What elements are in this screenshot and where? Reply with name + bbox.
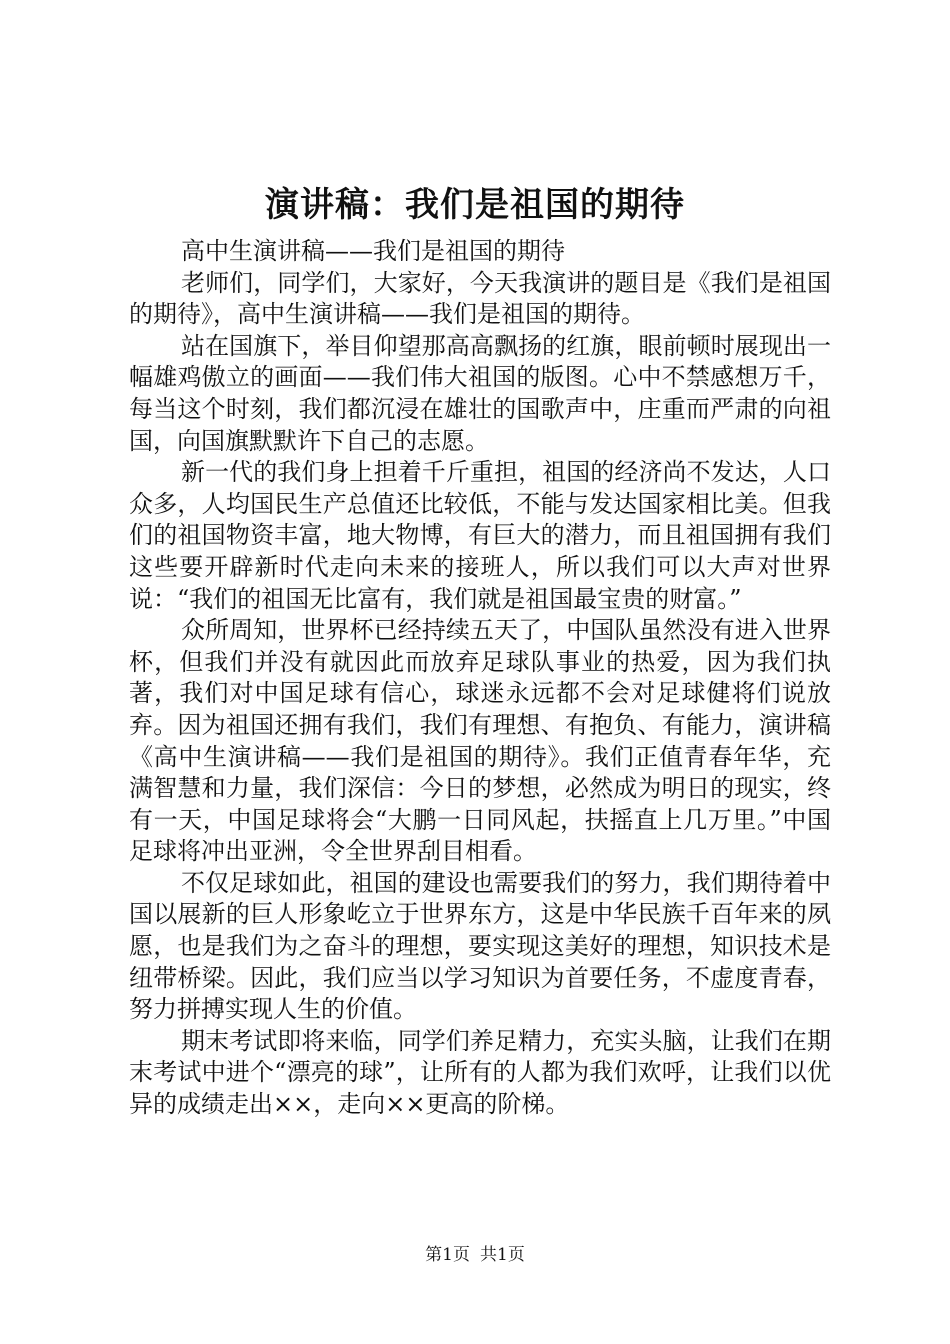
paragraph: 众所周知，世界杯已经持续五天了，中国队虽然没有进入世界杯，但我们并没有就因此而放弃足球队事业的热爱，因为我们执著，我们对中国足球有信心，球迷永远都不会对足球健将们说放弃。因为祖国还拥有我们，我们有理想、有抱负、有能力，演讲稿《高中生演讲稿——我们是祖国的期待》。我们正值青春年华，充满智慧和力量，我们深信：今日的梦想，必然成为明日的现实，终有一天，中国足球将会“大鹏一日同风起，扶摇直上几万里。”中国足球将冲出亚洲，令全世界刮目相看。	[129, 616, 831, 866]
paragraph: 老师们，同学们，大家好，今天我演讲的题目是《我们是祖国的期待》，高中生演讲稿——我们是祖国的期待。	[129, 268, 831, 329]
page-footer	[0, 1244, 950, 1266]
paragraph: 不仅足球如此，祖国的建设也需要我们的努力，我们期待着中国以展新的巨人形象屹立于世界东方，这是中华民族千百年来的夙愿，也是我们为之奋斗的理想，要实现这美好的理想，知识技术是纽带桥梁。因此，我们应当以学习知识为首要任务，不虚度青春，努力拼搏实现人生的价值。	[129, 868, 831, 1024]
document-title: 演讲稿：我们是祖国的期待	[265, 185, 685, 225]
paragraph: 新一代的我们身上担着千斤重担，祖国的经济尚不发达，人口众多，人均国民生产总值还比较低，不能与发达国家相比美。但我们的祖国物资丰富，地大物博，有巨大的潜力，而且祖国拥有我们这些要开辟新时代走向未来的接班人，所以我们可以大声对世界说：“我们的祖国无比富有，我们就是祖国最宝贵的财富。”	[129, 458, 831, 613]
paragraph: 期末考试即将来临，同学们养足精力，充实头脑，让我们在期末考试中进个“漂亮的球”，让所有的人都为我们欢呼，让我们以优异的成绩走出××，走向××更高的阶梯。	[129, 1026, 831, 1119]
page-number: 第1页	[425, 1245, 470, 1265]
paragraph: 高中生演讲稿——我们是祖国的期待	[181, 237, 565, 265]
paragraph: 站在国旗下，举目仰望那高高飘扬的红旗，眼前顿时展现出一幅雄鸡傲立的画面——我们伟大祖国的版图。心中不禁感想万千，每当这个时刻，我们都沉浸在雄壮的国歌声中，庄重而严肃的向祖国，向国旗默默许下自己的志愿。	[129, 331, 831, 455]
document-body	[129, 236, 831, 1121]
total-pages: 共1页	[480, 1245, 525, 1265]
